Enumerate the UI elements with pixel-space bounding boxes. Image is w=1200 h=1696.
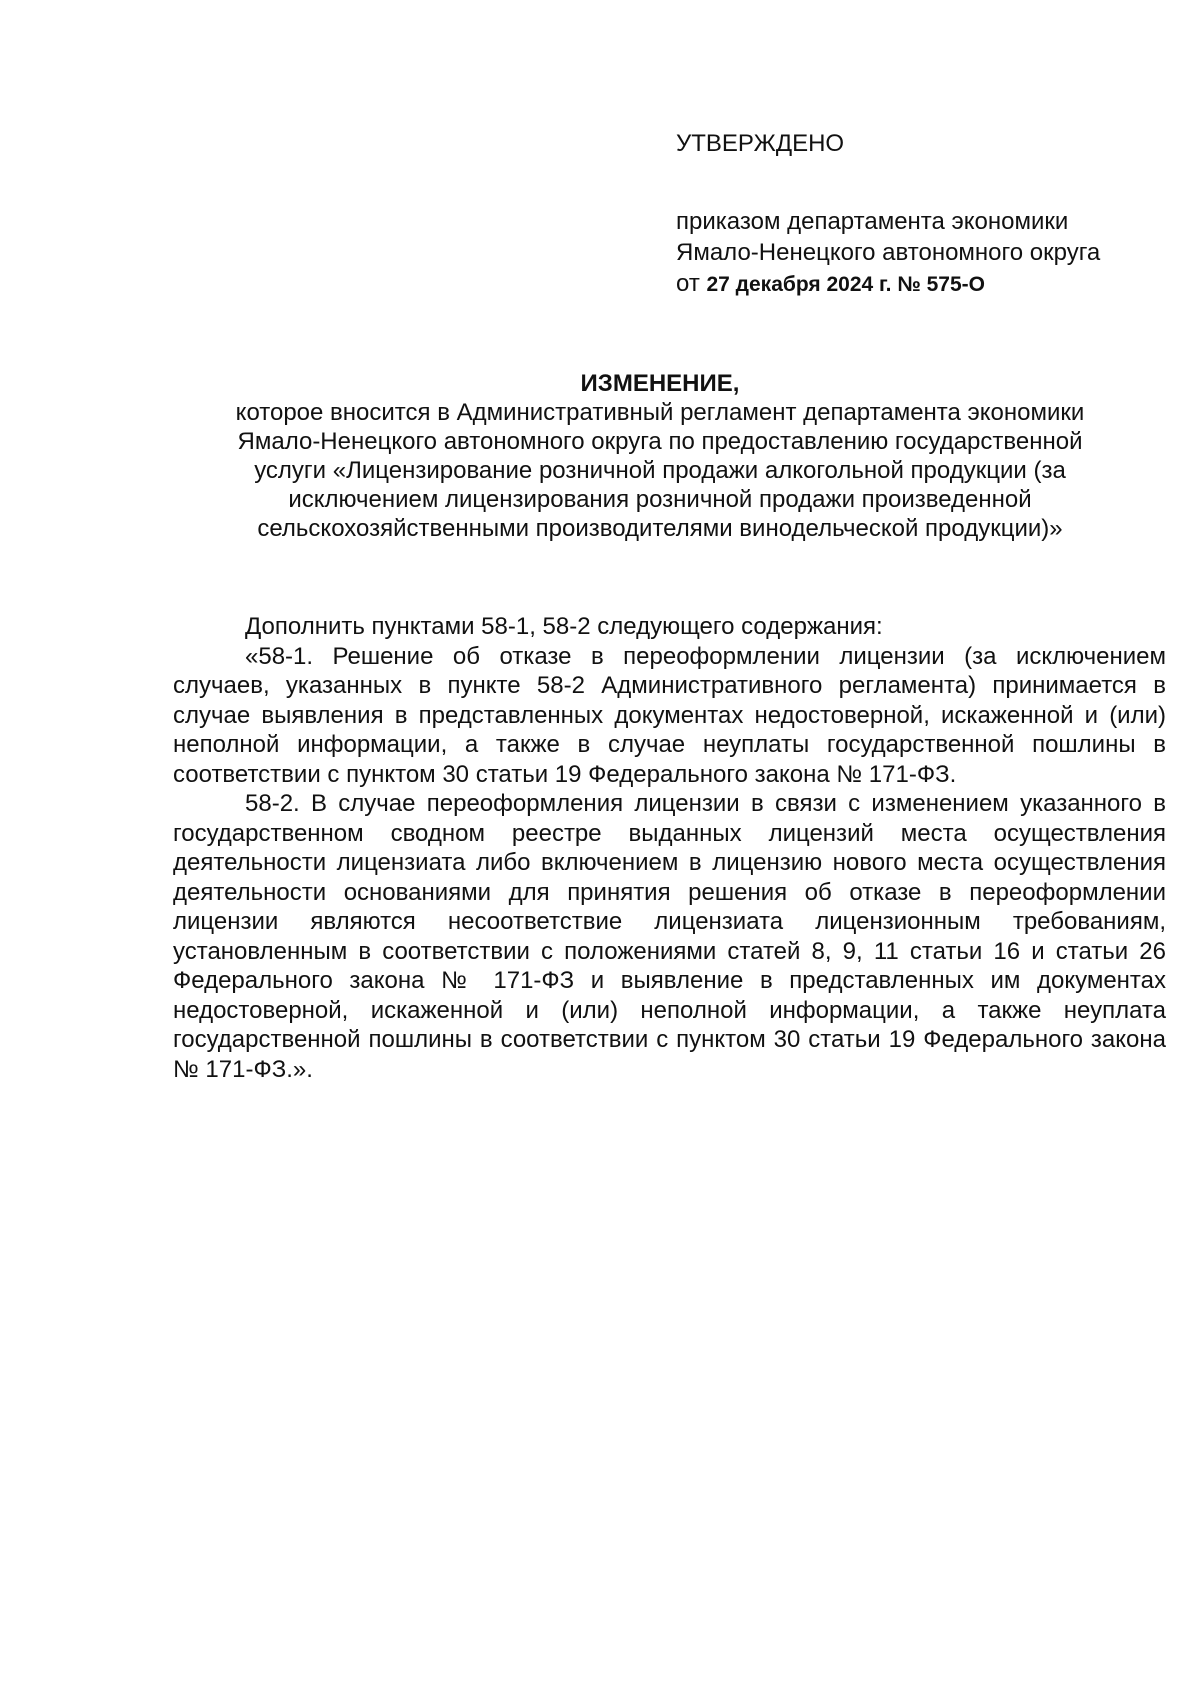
approval-date-number: 27 декабря 2024 г. № 575-О <box>706 273 985 296</box>
approval-date-line <box>676 268 1166 300</box>
approval-region-line: Ямало-Ненецкого автономного округа <box>676 239 1101 266</box>
title-line: которое вносится в Административный регламент департамента экономики <box>235 399 1085 426</box>
paragraph-58-2: 58-2. В случае переоформления лицензии в связи с изменением указанного в государственном сводном реестре выданных лицензий места осуществления деятельности лицензиата либо включением в лицензию нового места осуществления деятельности основаниями для принятия решения об отказе в переоформлении лицензии являются несоответствие лицензиата лицензионным требованиям, установленным в соответствии с положениями статей 8, 9, 11 статьи 16 и статьи 26 Федерального закона № 171-ФЗ и выявление в представленных им документах недостоверной, искаженной и (или) неполной информации, а также неуплата государственной пошлины в соответствии с пунктом 30 статьи 19 Федерального закона № 171-ФЗ.». <box>173 790 1166 1083</box>
document-title: ИЗМЕНЕНИЕ, <box>580 370 740 397</box>
title-line: сельскохозяйственными производителями винодельческой продукции)» <box>257 515 1063 542</box>
approval-block <box>676 128 1166 300</box>
intro-paragraph: Дополнить пунктами 58-1, 58-2 следующего содержания: <box>245 613 883 640</box>
approval-stamp: УТВЕРЖДЕНО <box>676 130 845 157</box>
approval-date-prefix: от <box>676 270 707 297</box>
title-line: исключением лицензирования розничной продажи произведенной <box>288 486 1032 513</box>
title-line: услуги «Лицензирование розничной продажи алкогольной продукции (за <box>254 457 1066 484</box>
document-body <box>173 612 1166 1084</box>
approval-order-line: приказом департамента экономики <box>676 208 1069 235</box>
paragraph-58-1: «58-1. Решение об отказе в переоформлении лицензии (за исключением случаев, указанных в пункте 58-2 Административного регламента) принимается в случае выявления в представленных документах недостоверной, искаженной и (или) неполной информации, а также в случае неуплаты государственной пошлины в соответствии с пунктом 30 статьи 19 Федерального закона № 171-ФЗ. <box>173 642 1166 788</box>
title-line: Ямало-Ненецкого автономного округа по предоставлению государственной <box>237 428 1083 455</box>
document-title-block <box>170 369 1150 543</box>
